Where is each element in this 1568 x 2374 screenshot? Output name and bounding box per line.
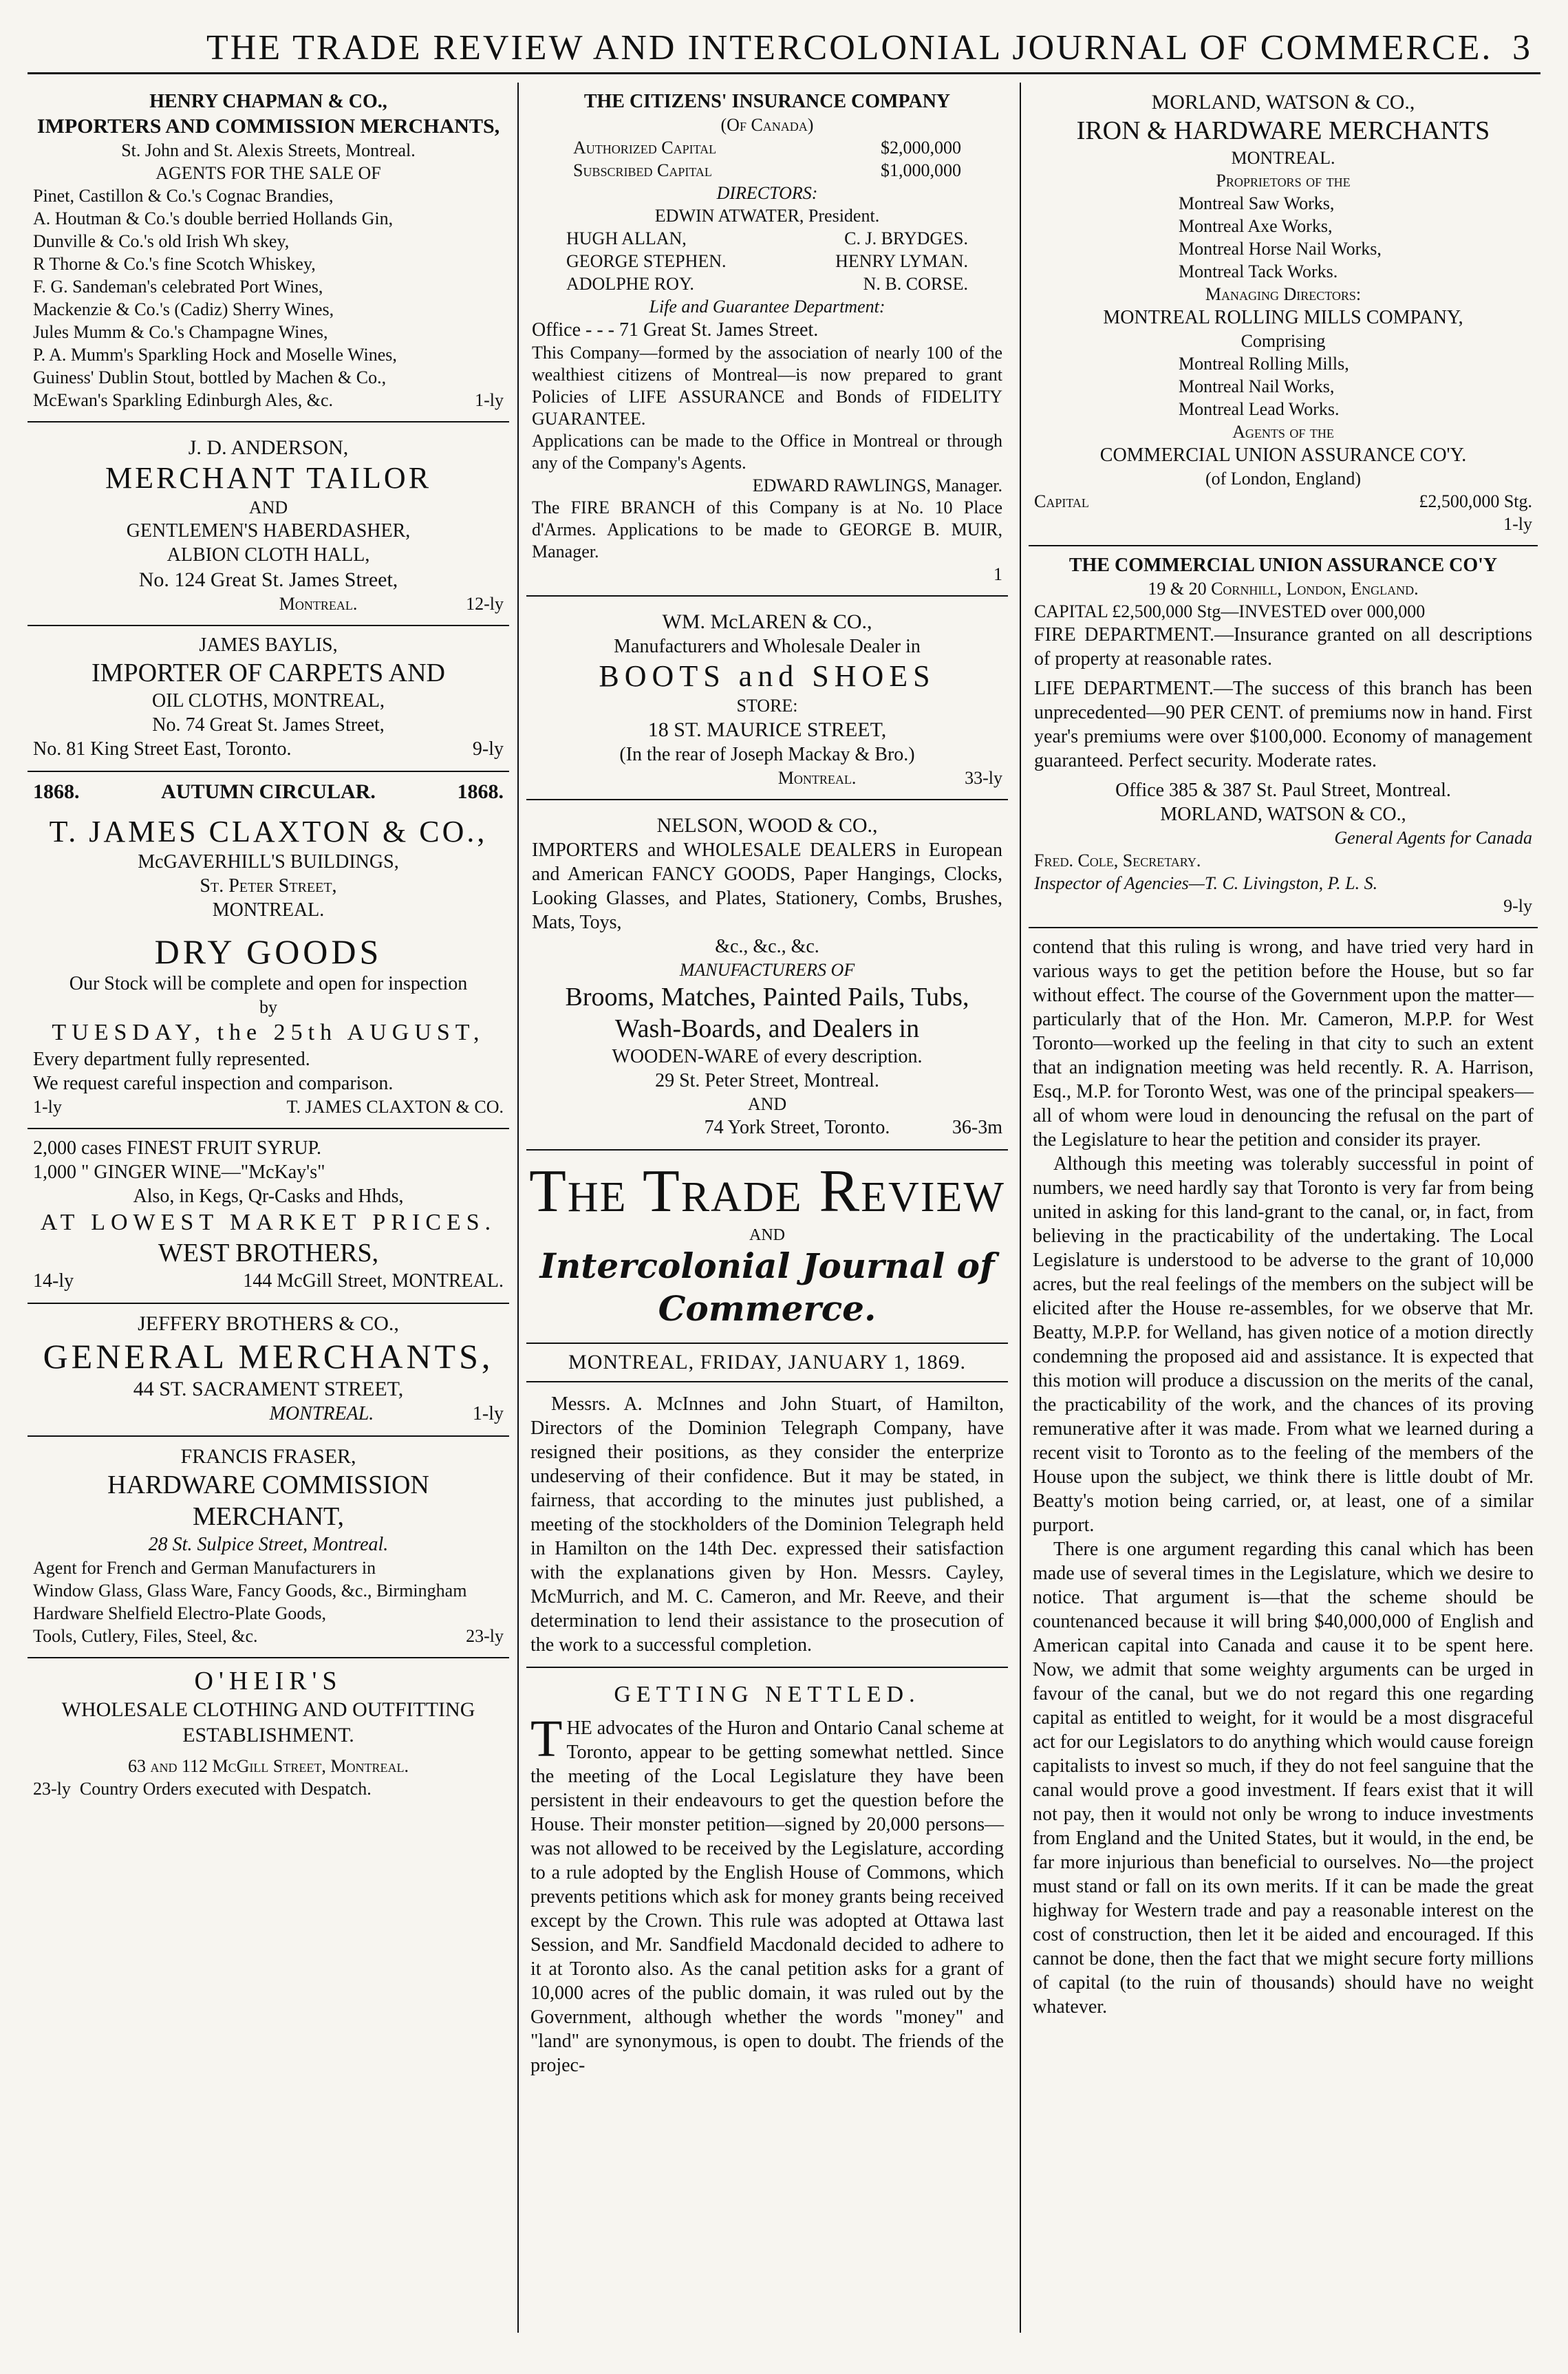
- list-item: Dunville & Co.'s old Irish Wh skey,: [33, 231, 290, 251]
- column-rule-2: [1020, 83, 1021, 2333]
- article-telegraph: [526, 1382, 1008, 1667]
- ad-fraser-line1: Agent for French and German Manufacturers in: [33, 1558, 376, 1578]
- ad-oheir-trade2: ESTABLISHMENT.: [182, 1724, 354, 1746]
- list-item: McEwan's Sparkling Edinburgh Ales, &c.: [33, 390, 334, 410]
- ad-jeffery: [28, 1304, 509, 1437]
- ad-west-addr: 144 McGill Street, MONTREAL.: [243, 1270, 504, 1292]
- ad-baylis: [28, 626, 509, 772]
- list-item: A. Houtman & Co.'s double berried Hollands Gin,: [33, 208, 394, 228]
- ad-mclaren-name: WM. McLAREN & CO.,: [662, 610, 872, 633]
- ad-claxton-line2: Every department fully represented.: [33, 1049, 310, 1070]
- list-item: Montreal Tack Works.: [1179, 261, 1338, 281]
- dateline: MONTREAL, FRIDAY, JANUARY 1, 1869.: [526, 1343, 1008, 1382]
- ad-claxton-building: McGAVERHILL'S BUILDINGS,: [138, 851, 399, 873]
- ad-cu-agents: MORLAND, WATSON & CO.,: [1160, 804, 1406, 825]
- column-middle: [526, 83, 1008, 2333]
- ad-claxton-street: St. Peter Street,: [200, 875, 337, 897]
- ad-citizens-cap: $2,000,000: [881, 138, 961, 158]
- ad-citizens-cap: $1,000,000: [881, 160, 961, 180]
- ad-term: 1: [994, 564, 1002, 584]
- ad-term: 33-ly: [965, 768, 1002, 788]
- ad-nelson-name: NELSON, WOOD & CO.,: [656, 814, 878, 837]
- ad-chapman-name: HENRY CHAPMAN & CO.,: [149, 91, 387, 112]
- ad-jeffery-trade: GENERAL MERCHANTS,: [43, 1337, 494, 1376]
- ad-citizens-body2: Applications can be made to the Office in Montreal or through any of the Company's Agents.: [532, 431, 1002, 473]
- ad-claxton-year: 1868.: [457, 780, 504, 803]
- list-item: Guiness' Dublin Stout, bottled by Machen & Co.,: [33, 367, 387, 387]
- ad-citizens-director: N. B. CORSE.: [863, 274, 968, 294]
- ad-anderson-city: Montreal.: [279, 594, 358, 614]
- masthead-subtitle: Intercolonial Journal of Commerce.: [539, 1245, 995, 1329]
- ad-mclaren-city: Montreal.: [777, 768, 857, 788]
- list-item: Montreal Axe Works,: [1179, 216, 1333, 236]
- ad-term: 36-3m: [952, 1117, 1002, 1138]
- ad-nelson-addr2: 74 York Street, Toronto.: [704, 1117, 890, 1138]
- ad-citizens-directors: DIRECTORS:: [716, 183, 818, 203]
- article-continued: [1029, 928, 1538, 2026]
- ad-morland-city: MONTREAL.: [1231, 148, 1335, 168]
- ad-cu-general: General Agents for Canada: [1334, 828, 1532, 848]
- ad-oheir-trade: WHOLESALE CLOTHING AND OUTFITTING: [61, 1698, 475, 1721]
- ad-fraser-line3: Tools, Cutlery, Files, Steel, &c.: [33, 1626, 258, 1646]
- ad-chapman-agents: AGENTS FOR THE SALE OF: [155, 163, 381, 183]
- ad-morland-comprising: Comprising: [1241, 331, 1326, 351]
- ad-nelson-mfr: MANUFACTURERS OF: [679, 960, 855, 980]
- ad-nelson-goods: Brooms, Matches, Painted Pails, Tubs, Wash-Boards, and Dealers in: [565, 983, 969, 1043]
- ad-cu-office: Office 385 & 387 St. Paul Street, Montreal.: [1115, 780, 1451, 801]
- ad-claxton-sign: T. JAMES CLAXTON & CO.: [286, 1097, 504, 1117]
- ad-mclaren-store: STORE:: [736, 696, 798, 716]
- ad-claxton-line3: We request careful inspection and comparison.: [33, 1073, 394, 1094]
- ad-mclaren-addr: 18 ST. MAURICE STREET,: [647, 718, 887, 741]
- ad-nelson-addr1: 29 St. Peter Street, Montreal.: [655, 1070, 879, 1091]
- ad-term: 14-ly: [33, 1270, 74, 1292]
- ad-anderson-name: J. D. ANDERSON,: [188, 436, 349, 459]
- masthead: [526, 1157, 1008, 1382]
- ad-chapman-line1: IMPORTERS AND COMMISSION MERCHANTS,: [36, 115, 500, 138]
- ad-nelson-etc: &c., &c., &c.: [715, 936, 819, 957]
- ad-baylis-trade: IMPORTER OF CARPETS AND: [92, 659, 445, 687]
- running-title: THE TRADE REVIEW AND INTERCOLONIAL JOURNAL OF COMMERCE.: [206, 28, 1493, 67]
- ad-fraser-name: FRANCIS FRASER,: [180, 1445, 356, 1468]
- ad-anderson-hall: ALBION CLOTH HALL,: [167, 544, 370, 566]
- masthead-and: AND: [749, 1226, 785, 1244]
- column-right: [1029, 83, 1538, 2333]
- ad-citizens-body: This Company—formed by the association of nearly 100 of the wealthiest citizens of Montreal—is now prepared to grant Policies of LIFE ASSURANCE and Bonds of FIDELITY GUARANTEE.: [532, 343, 1002, 429]
- ad-fraser: [28, 1437, 509, 1658]
- article-getting-nettled: [526, 1667, 1008, 2083]
- ad-term: 1-ly: [475, 390, 504, 410]
- article-body: Although this meeting was tolerably successful in point of numbers, we need hardly say that Toronto is very far from being united in asking for this land-grant to the canal, or, in fact, from believing in the practicability of the undertaking. The Local Legislature is understood to be adverse to the grant of 10,000 acres, but the real feelings of the members on the subject will be elicited after the House re-assembles, for we observe that Mr. Beatty, M.P.P. for Welland, has given notice of a motion directly condemning the proposed aid and assistance. It is expected that this motion will produce a discussion on the merits of the canal, the practicability of the work, and the chances of its proving remunerative after it was made. From what we learned during a recent visit to Toronto as to the feeling of the members of the House upon the subject, we think there is little doubt of Mr. Beatty's motion being carried, or, at least, one of a similar purport.: [1033, 1153, 1534, 1536]
- ad-citizens-dept: Life and Guarantee Department:: [649, 297, 885, 317]
- ad-cu-secretary: Fred. Cole, Secretary.: [1034, 851, 1201, 870]
- list-item: Montreal Horse Nail Works,: [1179, 239, 1382, 259]
- ad-mclaren: [526, 597, 1008, 800]
- ad-fraser-trade: HARDWARE COMMISSION MERCHANT,: [107, 1471, 429, 1531]
- ad-jeffery-name: JEFFERY BROTHERS & CO.,: [138, 1312, 399, 1335]
- article-body: There is one argument regarding this canal which has been made use of several times in the Legislature, which we desire to notice. That argument is—that the scheme should be countenanced because it will bring $40,000,000 of English and American capital into Canada and cause it to be spent here. Now, we admit that some weighty arguments can be urged in favour of the canal, but we do not regard this one regarding capital as entitled to weight, for it would be a most disgraceful act for our Legislators to do anything which would cause foreign capitalists to invest so much, if they do not feel sanguine that the canal would prove a good investment. If fears exist that it will not pay, then it would not only be wrong to induce investments from England and the United States, but it would, in the end, be far more injurious than beneficial to ourselves. No—the project must stand or fall on its own merits. If it can be made the great highway for Western trade and pay a reasonable interest on the cost of construction, then let it be aided and encouraged. If this cannot be done, then the fact that we might secure forty millions of capital (to the ruin of thousands) should have no weight whatever.: [1033, 1539, 1534, 2018]
- ad-west-line1: 2,000 cases FINEST FRUIT SYRUP.: [33, 1137, 322, 1159]
- ad-morland-company: MONTREAL ROLLING MILLS COMPANY,: [1103, 307, 1463, 328]
- header-rule: [28, 72, 1540, 74]
- list-item: Montreal Nail Works,: [1179, 376, 1335, 396]
- list-item: Montreal Lead Works.: [1179, 399, 1340, 419]
- ad-term: 1-ly: [472, 1403, 504, 1424]
- article-body: contend that this ruling is wrong, and have tried very hard in various ways to get the petition before the House, but so far without effect. The course of the Government upon the matter—particularly that of the Hon. Mr. Cameron, M.P.P. for West Toronto—worked up the feeling in that city to such an extent that an indignation meeting was held recently. R. A. Harrison, Esq., M.P. for Toronto West, was one of the principal speakers—all of whom were loud in denouncing the refusal on the part of the Legislature to hear the petition and consider its prayer.: [1033, 937, 1534, 1151]
- ad-citizens-cap-label: Authorized Capital: [573, 138, 717, 158]
- ad-cu-inspector: Inspector of Agencies—T. C. Livingston, P. L. S.: [1034, 873, 1378, 893]
- ad-citizens-director: GEORGE STEPHEN.: [566, 251, 727, 271]
- article-body: Messrs. A. McInnes and John Stuart, of Hamilton, Directors of the Dominion Telegraph Company, have resigned their positions, as they consider the enterprize undeserving of their confidence. But it may be stated, in fairness, that according to the minutes just published, a meeting of the stockholders of the Dominion Telegraph held in Hamilton on the 14th Dec. expressed their satisfaction with the explanations given by Hon. Messrs. Cayley, McMurrich, and M. C. Cameron, and Mr. Reeve, and their determination to lend their assistance to the prosecution of the work to a successful completion.: [530, 1393, 1004, 1656]
- ad-term: 9-ly: [1503, 896, 1532, 916]
- ad-claxton-line1: Our Stock will be complete and open for inspection: [69, 973, 468, 994]
- ad-morland-assurance: COMMERCIAL UNION ASSURANCE CO'Y.: [1099, 445, 1467, 466]
- ad-claxton-by: by: [259, 997, 277, 1017]
- ad-nelson-body: IMPORTERS and WHOLESALE DEALERS in European and American FANCY GOODS, Paper Hangings, Clocks, Looking Glasses, and Plates, Stationery, Combs, Brushes, Mats, Toys,: [532, 840, 1002, 933]
- ad-jeffery-addr: 44 ST. SACRAMENT STREET,: [133, 1378, 404, 1400]
- ad-citizens-director: HENRY LYMAN.: [835, 251, 968, 271]
- ad-commercial-union: [1029, 546, 1538, 928]
- ad-claxton: [28, 772, 509, 1129]
- ad-anderson-address: No. 124 Great St. James Street,: [138, 568, 398, 591]
- ad-west-line2: 1,000 " GINGER WINE—"McKay's": [33, 1162, 325, 1183]
- ad-cu-addr: 19 & 20 Cornhill, London, England.: [1148, 579, 1419, 599]
- ad-oheir-note: Country Orders executed with Despatch.: [79, 1779, 372, 1799]
- ad-term: 12-ly: [466, 594, 504, 614]
- ad-term: 1-ly: [33, 1097, 62, 1117]
- ad-west-brothers: [28, 1129, 509, 1304]
- ad-morland-proprietors: Proprietors of the: [1216, 171, 1351, 191]
- ad-citizens: [526, 83, 1008, 597]
- ad-morland-agents: Agents of the: [1232, 422, 1334, 442]
- list-item: R Thorne & Co.'s fine Scotch Whiskey,: [33, 254, 316, 274]
- ad-nelson-and: AND: [747, 1094, 787, 1114]
- ad-citizens-office: Office - - - 71 Great St. James Street.: [532, 319, 819, 341]
- ad-chapman: [28, 83, 509, 423]
- list-item: Jules Mumm & Co.'s Champagne Wines,: [33, 322, 328, 342]
- ad-jeffery-city: MONTREAL.: [269, 1403, 374, 1424]
- ad-claxton-goods: DRY GOODS: [154, 932, 383, 971]
- ad-term: 23-ly: [33, 1779, 71, 1799]
- ad-mclaren-goods: BOOTS and SHOES: [599, 659, 936, 693]
- ad-claxton-name: T. JAMES CLAXTON & CO.,: [49, 815, 488, 848]
- ad-claxton-city: MONTREAL.: [212, 899, 325, 921]
- article-body: HE advocates of the Huron and Ontario Canal scheme at Toronto, appear to be getting somewhat nettled. Since the meeting of the Local Legislature they have been persistent in their endeavours to get the question before the House. Their monster petition—signed by 20,000 persons—was not allowed to be received by the Legislature, according to a rule adopted by the English House of Commons, which prevents petitions which ask for money grants being received except by the Crown. This rule was adopted at Ottawa last Session, and Mr. Sandfield Macdonald decided to adhere to it at Toronto also. As the canal petition asks for a grant of 10,000 acres of the public domain, it was ruled out by the Government, although whether the words "money" and "land" are synonymous, is open to doubt. The friends of the projec-: [530, 1718, 1004, 2076]
- ad-chapman-line2: St. John and St. Alexis Streets, Montreal.: [121, 140, 416, 160]
- ad-mclaren-rear: (In the rear of Joseph Mackay & Bro.): [619, 744, 915, 765]
- ad-citizens-director: ADOLPHE ROY.: [566, 274, 694, 294]
- ad-citizens-manager: EDWARD RAWLINGS, Manager.: [752, 475, 1002, 495]
- ad-term: 9-ly: [472, 738, 504, 760]
- ad-chapman-list: [33, 184, 504, 411]
- ad-citizens-fire: The FIRE BRANCH of this Company is at No. 10 Place d'Armes. Applications to be made to GEORGE B. MUIR, Manager.: [532, 498, 1002, 562]
- ad-nelson: [526, 800, 1008, 1151]
- ad-claxton-year: 1868.: [33, 780, 80, 803]
- ad-baylis-name: JAMES BAYLIS,: [199, 634, 338, 656]
- masthead-title: The Trade Review: [529, 1158, 1005, 1225]
- page-number: 3: [1512, 28, 1530, 67]
- running-head: [0, 28, 1568, 89]
- list-item: F. G. Sandeman's celebrated Port Wines,: [33, 277, 323, 297]
- ad-west-line3: Also, in Kegs, Qr-Casks and Hhds,: [133, 1186, 404, 1207]
- column-rule-1: [517, 83, 519, 2333]
- ad-west-name: WEST BROTHERS,: [158, 1239, 379, 1268]
- column-left: [28, 83, 509, 2333]
- ad-baylis-addr2: No. 81 King Street East, Toronto.: [33, 738, 292, 760]
- ad-morland-capital-label: Capital: [1034, 491, 1089, 511]
- ad-citizens-director: HUGH ALLAN,: [566, 228, 687, 248]
- ad-citizens-president: EDWIN ATWATER, President.: [654, 206, 880, 226]
- ad-morland-trade: IRON & HARDWARE MERCHANTS: [1076, 116, 1490, 145]
- ad-cu-name: THE COMMERCIAL UNION ASSURANCE CO'Y: [1068, 555, 1498, 576]
- ad-cu-fire: FIRE DEPARTMENT.—Insurance granted on all descriptions of property at reasonable rates.: [1034, 624, 1532, 670]
- ad-fraser-addr: 28 St. Sulpice Street, Montreal.: [148, 1534, 389, 1555]
- ad-oheir-addr: 63 and 112 McGill Street, Montreal.: [128, 1756, 409, 1776]
- list-item: Montreal Saw Works,: [1179, 193, 1335, 213]
- ad-claxton-date: TUESDAY, the 25th AUGUST,: [52, 1020, 485, 1045]
- ad-cu-life: LIFE DEPARTMENT.—The success of this branch has been unprecedented—90 PER CENT. of premiums now in hand. First year's premiums were over $100,000. Economy of management guaranteed. Perfect security. Moderate rates.: [1034, 678, 1532, 771]
- ad-morland-name: MORLAND, WATSON & CO.,: [1151, 91, 1415, 114]
- ad-oheir-name: O'HEIR'S: [194, 1667, 343, 1696]
- ad-fraser-line2: Window Glass, Glass Ware, Fancy Goods, &c., Birmingham Hardware Shelfield Electro-Plate Goods,: [33, 1581, 467, 1623]
- article-title: GETTING NETTLED.: [614, 1682, 921, 1707]
- ad-anderson-trade: MERCHANT TAILOR: [105, 461, 432, 495]
- list-item: Montreal Rolling Mills,: [1179, 354, 1349, 374]
- ad-citizens-cap-label: Subscribed Capital: [573, 160, 712, 180]
- ad-anderson-and: AND: [248, 498, 288, 517]
- list-item: Mackenzie & Co.'s (Cadiz) Sherry Wines,: [33, 299, 334, 319]
- ad-term: 23-ly: [466, 1626, 504, 1646]
- drop-cap: T: [530, 1710, 563, 1768]
- ad-morland: [1029, 83, 1538, 546]
- ad-cu-capital: CAPITAL £2,500,000 Stg—INVESTED over 000,000: [1034, 601, 1426, 621]
- ad-mclaren-line: Manufacturers and Wholesale Dealer in: [614, 636, 921, 657]
- list-item: P. A. Mumm's Sparkling Hock and Moselle Wines,: [33, 345, 397, 365]
- ad-morland-capital: £2,500,000 Stg.: [1419, 491, 1532, 511]
- ad-morland-london: (of London, England): [1205, 469, 1361, 489]
- ad-baylis-trade2: OIL CLOTHS, MONTREAL,: [151, 690, 385, 712]
- ad-citizens-sub: (Of Canada): [720, 115, 814, 135]
- ad-baylis-addr1: No. 74 Great St. James Street,: [152, 714, 385, 736]
- ad-anderson-trade2: GENTLEMEN'S HABERDASHER,: [126, 520, 411, 542]
- ad-citizens-director: C. J. BRYDGES.: [844, 228, 968, 248]
- ad-citizens-name: THE CITIZENS' INSURANCE COMPANY: [583, 91, 951, 112]
- ad-oheir: [28, 1658, 509, 1810]
- ad-anderson: [28, 423, 509, 626]
- ad-nelson-ware: WOODEN-WARE of every description.: [612, 1046, 923, 1067]
- ad-west-line4: AT LOWEST MARKET PRICES.: [40, 1210, 497, 1235]
- list-item: Pinet, Castillon & Co.'s Cognac Brandies,: [33, 186, 334, 206]
- ad-morland-managing: Managing Directors:: [1205, 284, 1362, 304]
- ad-claxton-heading: AUTUMN CIRCULAR.: [161, 780, 376, 803]
- ad-term: 1-ly: [1503, 514, 1532, 534]
